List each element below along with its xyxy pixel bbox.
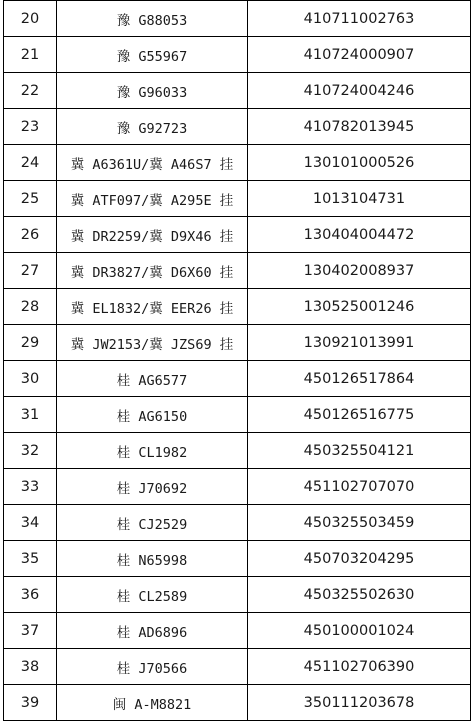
registration-id-cell: 450126516775 [248,397,471,433]
row-number-cell: 32 [4,433,57,469]
plate-number-cell: 豫 G92723 [57,109,248,145]
registration-id-cell: 450703204295 [248,541,471,577]
table-row [4,145,471,181]
registration-id-cell: 450325502630 [248,577,471,613]
row-number-cell: 24 [4,145,57,181]
row-number-cell: 34 [4,505,57,541]
registration-id-cell: 130402008937 [248,253,471,289]
plate-number-cell: 冀 EL1832/冀 EER26 挂 [57,289,248,325]
registration-id-cell: 451102707070 [248,469,471,505]
table-row [4,289,471,325]
row-number-cell: 35 [4,541,57,577]
row-number-cell: 20 [4,1,57,37]
table-row [4,649,471,685]
row-number-cell: 27 [4,253,57,289]
table-row [4,613,471,649]
registration-id-cell: 130525001246 [248,289,471,325]
table-row [4,577,471,613]
row-number-cell: 31 [4,397,57,433]
vehicle-table [3,0,471,721]
plate-number-cell: 冀 DR2259/冀 D9X46 挂 [57,217,248,253]
registration-id-cell: 410724000907 [248,37,471,73]
row-number-cell: 39 [4,685,57,721]
registration-id-cell: 130101000526 [248,145,471,181]
plate-number-cell: 桂 AG6150 [57,397,248,433]
plate-number-cell: 桂 AD6896 [57,613,248,649]
table-row [4,505,471,541]
registration-id-cell: 1013104731 [248,181,471,217]
plate-number-cell: 闽 A-M8821 [57,685,248,721]
row-number-cell: 30 [4,361,57,397]
plate-number-cell: 桂 CJ2529 [57,505,248,541]
registration-id-cell: 450100001024 [248,613,471,649]
row-number-cell: 36 [4,577,57,613]
plate-number-cell: 豫 G88053 [57,1,248,37]
table-row [4,1,471,37]
plate-number-cell: 豫 G96033 [57,73,248,109]
table-row [4,469,471,505]
registration-id-cell: 410724004246 [248,73,471,109]
row-number-cell: 33 [4,469,57,505]
row-number-cell: 21 [4,37,57,73]
row-number-cell: 23 [4,109,57,145]
registration-id-cell: 450325503459 [248,505,471,541]
plate-number-cell: 豫 G55967 [57,37,248,73]
registration-id-cell: 130921013991 [248,325,471,361]
plate-number-cell: 桂 CL2589 [57,577,248,613]
plate-number-cell: 冀 JW2153/冀 JZS69 挂 [57,325,248,361]
table-row [4,361,471,397]
plate-number-cell: 冀 ATF097/冀 A295E 挂 [57,181,248,217]
table-row [4,181,471,217]
plate-number-cell: 桂 N65998 [57,541,248,577]
row-number-cell: 22 [4,73,57,109]
table-row [4,73,471,109]
row-number-cell: 25 [4,181,57,217]
registration-id-cell: 450325504121 [248,433,471,469]
table-row [4,685,471,721]
registration-id-cell: 451102706390 [248,649,471,685]
row-number-cell: 38 [4,649,57,685]
table-row [4,325,471,361]
table-row [4,541,471,577]
row-number-cell: 29 [4,325,57,361]
registration-id-cell: 130404004472 [248,217,471,253]
plate-number-cell: 桂 CL1982 [57,433,248,469]
row-number-cell: 37 [4,613,57,649]
registration-id-cell: 350111203678 [248,685,471,721]
table-row [4,397,471,433]
registration-id-cell: 410782013945 [248,109,471,145]
table-row [4,433,471,469]
registration-id-cell: 410711002763 [248,1,471,37]
table-row [4,253,471,289]
table-row [4,37,471,73]
registration-id-cell: 450126517864 [248,361,471,397]
table-body [4,1,471,721]
plate-number-cell: 冀 DR3827/冀 D6X60 挂 [57,253,248,289]
row-number-cell: 26 [4,217,57,253]
plate-number-cell: 桂 J70692 [57,469,248,505]
table-row [4,217,471,253]
vehicle-table-container [3,0,467,725]
plate-number-cell: 桂 J70566 [57,649,248,685]
plate-number-cell: 冀 A6361U/冀 A46S7 挂 [57,145,248,181]
row-number-cell: 28 [4,289,57,325]
plate-number-cell: 桂 AG6577 [57,361,248,397]
table-row [4,109,471,145]
